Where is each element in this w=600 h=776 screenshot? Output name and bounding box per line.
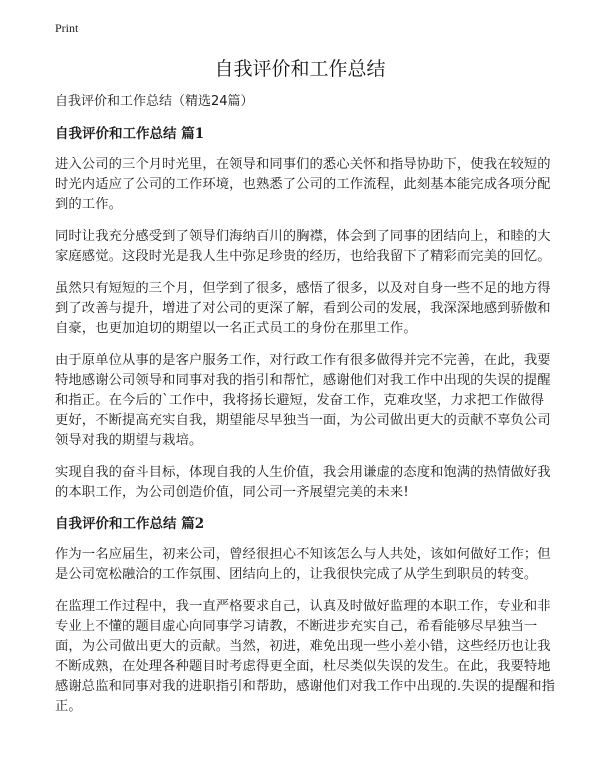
- section-heading: 自我评价和工作总结 篇2: [55, 516, 205, 532]
- paragraph: 由于原单位从事的是客户服务工作，对行政工作有很多做得并完不完善，在此，我要特地感谢公司领导和同事对我的指引和帮忙，感谢他们对我工作中出现的失误的提醒和指正。在今后的`工作中，我将扬长避短，发奋工作，克难攻坚，力求把工作做得更好，不断提高充实自我，期望能尽早独当一面，为公司做出更大的贡献不辜负公司领导对我的期望与栽培。: [55, 353, 551, 448]
- print-button[interactable]: Print: [55, 21, 79, 35]
- section-2: [55, 515, 555, 717]
- document-subtitle: 自我评价和工作总结（精选24篇）: [55, 94, 254, 109]
- paragraph: 虽然只有短短的三个月，但学到了很多，感悟了很多，以及对自身一些不足的地方得到了改善与提升，增进了对公司的更深了解，看到公司的发展，我深深地感到骄傲和自豪，也更加迫切的期望以一名正式员工的身份在那里工作。: [55, 281, 551, 336]
- paragraph: 同时让我充分感受到了领导们海纳百川的胸襟，体会到了同事的团结向上，和睦的大家庭感觉。这段时光是我人生中弥足珍贵的经历，也给我留下了精彩而完美的回忆。: [55, 229, 551, 264]
- paragraph: 作为一名应届生，初来公司，曾经很担心不知该怎么与人共处，该如何做好工作；但是公司宽松融洽的工作氛围、团结向上的，让我很快完成了从学生到职员的转变。: [55, 547, 551, 582]
- paragraph: 实现自我的奋斗目标，体现自我的人生价值，我会用谦虚的态度和饱满的热情做好我的本职工作，为公司创造价值，同公司一齐展望完美的未来!: [55, 465, 551, 500]
- document-body: [55, 94, 555, 729]
- document-title: 自我评价和工作总结: [214, 58, 386, 80]
- paragraph: 进入公司的三个月时光里，在领导和同事们的悉心关怀和指导协助下，使我在较短的时光内适应了公司的工作环境，也熟悉了公司的工作流程，此刻基本能完成各项分配到的工作。: [55, 157, 551, 212]
- section-1: [55, 125, 555, 503]
- section-heading: 自我评价和工作总结 篇1: [55, 126, 205, 142]
- paragraph: 在监理工作过程中，我一直严格要求自己，认真及时做好监理的本职工作，专业和非专业上不懂的题目虚心向同事学习请教，不断进步充实自己，希看能够尽早独当一面，为公司做出更大的贡献。当然，初进，难免出现一些小差小错，这些经历也让我不断成熟，在处理各种题目时考虑得更全面，杜尽类似失误的发生。在此，我要特地感谢总监和同事对我的进职指引和帮助，感谢他们对我工作中出现的.失误的提醒和指正。: [55, 599, 556, 714]
